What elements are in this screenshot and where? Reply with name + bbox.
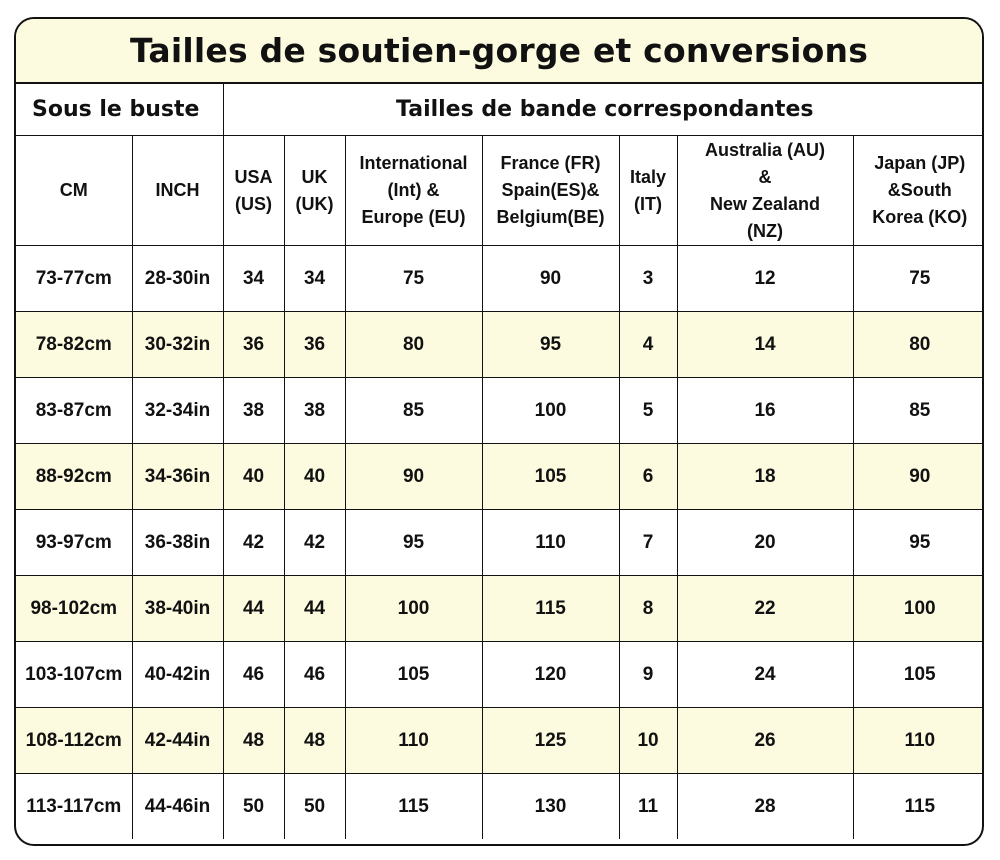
table-cell: 100 xyxy=(853,576,984,642)
table-cell: 34 xyxy=(284,246,345,312)
table-cell: 108-112cm xyxy=(16,708,132,774)
table-row xyxy=(16,708,984,774)
size-chart-card xyxy=(14,17,984,846)
table-cell: 80 xyxy=(345,312,482,378)
column-header-line: & xyxy=(758,166,772,187)
size-conversion-table xyxy=(16,84,984,839)
column-header-line: &South xyxy=(887,180,952,200)
column-header-line: INCH xyxy=(155,180,200,200)
table-cell: 48 xyxy=(284,708,345,774)
table-cell: 100 xyxy=(345,576,482,642)
table-cell: 110 xyxy=(345,708,482,774)
column-header xyxy=(619,136,677,246)
table-cell: 42 xyxy=(223,510,284,576)
table-cell: 95 xyxy=(853,510,984,576)
table-row xyxy=(16,576,984,642)
table-cell: 28 xyxy=(677,774,853,840)
column-header xyxy=(853,136,984,246)
table-row xyxy=(16,378,984,444)
table-cell: 80 xyxy=(853,312,984,378)
table-cell: 115 xyxy=(853,774,984,840)
table-cell: 50 xyxy=(284,774,345,840)
table-cell: 16 xyxy=(677,378,853,444)
table-cell: 20 xyxy=(677,510,853,576)
table-cell: 12 xyxy=(677,246,853,312)
column-header-line: Australia (AU) xyxy=(705,139,826,160)
column-header-line: (IT) xyxy=(634,193,662,214)
table-cell: 26 xyxy=(677,708,853,774)
table-cell: 105 xyxy=(853,642,984,708)
column-header-line: Italy xyxy=(630,166,667,187)
table-cell: 75 xyxy=(345,246,482,312)
table-cell: 36-38in xyxy=(132,510,223,576)
table-row xyxy=(16,312,984,378)
table-cell: 4 xyxy=(619,312,677,378)
table-cell: 6 xyxy=(619,444,677,510)
table-cell: 88-92cm xyxy=(16,444,132,510)
column-header xyxy=(132,136,223,246)
table-cell: 105 xyxy=(482,444,619,510)
column-header xyxy=(345,136,482,246)
underbust-group-header: Sous le buste xyxy=(16,84,223,136)
table-cell: 30-32in xyxy=(132,312,223,378)
table-cell: 93-97cm xyxy=(16,510,132,576)
column-header-line: Korea (KO) xyxy=(872,207,968,227)
table-cell: 90 xyxy=(853,444,984,510)
table-cell: 78-82cm xyxy=(16,312,132,378)
column-header-line: CM xyxy=(59,180,88,200)
table-cell: 11 xyxy=(619,774,677,840)
table-cell: 85 xyxy=(345,378,482,444)
table-cell: 130 xyxy=(482,774,619,840)
table-cell: 44 xyxy=(223,576,284,642)
table-cell: 38 xyxy=(284,378,345,444)
table-cell: 44 xyxy=(284,576,345,642)
table-cell: 73-77cm xyxy=(16,246,132,312)
table-cell: 42-44in xyxy=(132,708,223,774)
column-header xyxy=(284,136,345,246)
table-cell: 5 xyxy=(619,378,677,444)
table-cell: 115 xyxy=(345,774,482,840)
table-cell: 48 xyxy=(223,708,284,774)
table-cell: 36 xyxy=(284,312,345,378)
table-cell: 113-117cm xyxy=(16,774,132,840)
table-cell: 100 xyxy=(482,378,619,444)
column-header-line: (NZ) xyxy=(747,220,783,241)
table-cell: 24 xyxy=(677,642,853,708)
table-cell: 18 xyxy=(677,444,853,510)
table-cell: 46 xyxy=(223,642,284,708)
column-header-line: New Zealand xyxy=(710,193,821,214)
table-cell: 44-46in xyxy=(132,774,223,840)
column-header-line: France (FR) xyxy=(500,153,601,173)
column-header-line: (UK) xyxy=(295,193,334,214)
table-cell: 22 xyxy=(677,576,853,642)
chart-title: Tailles de soutien-gorge et conversions xyxy=(16,19,982,84)
table-cell: 34 xyxy=(223,246,284,312)
table-cell: 14 xyxy=(677,312,853,378)
table-cell: 40 xyxy=(223,444,284,510)
table-cell: 75 xyxy=(853,246,984,312)
column-header-line: Japan (JP) xyxy=(874,153,966,173)
column-header xyxy=(16,136,132,246)
table-cell: 110 xyxy=(482,510,619,576)
column-header-line: (Int) & xyxy=(387,180,440,200)
table-cell: 83-87cm xyxy=(16,378,132,444)
table-cell: 115 xyxy=(482,576,619,642)
table-cell: 36 xyxy=(223,312,284,378)
table-cell: 125 xyxy=(482,708,619,774)
table-cell: 103-107cm xyxy=(16,642,132,708)
column-header-line: UK xyxy=(301,166,328,187)
table-cell: 32-34in xyxy=(132,378,223,444)
table-cell: 95 xyxy=(482,312,619,378)
column-header xyxy=(223,136,284,246)
column-header-line: International xyxy=(359,153,468,173)
table-cell: 46 xyxy=(284,642,345,708)
column-header-line: Belgium(BE) xyxy=(496,207,605,227)
table-cell: 40 xyxy=(284,444,345,510)
table-cell: 7 xyxy=(619,510,677,576)
table-cell: 3 xyxy=(619,246,677,312)
table-cell: 10 xyxy=(619,708,677,774)
table-cell: 38 xyxy=(223,378,284,444)
table-cell: 28-30in xyxy=(132,246,223,312)
table-cell: 38-40in xyxy=(132,576,223,642)
table-cell: 34-36in xyxy=(132,444,223,510)
table-row xyxy=(16,642,984,708)
table-cell: 120 xyxy=(482,642,619,708)
table-cell: 8 xyxy=(619,576,677,642)
column-header-line: (US) xyxy=(235,193,273,214)
table-cell: 95 xyxy=(345,510,482,576)
table-row xyxy=(16,246,984,312)
table-row xyxy=(16,444,984,510)
table-cell: 42 xyxy=(284,510,345,576)
table-row xyxy=(16,774,984,840)
table-cell: 98-102cm xyxy=(16,576,132,642)
column-header-line: USA xyxy=(234,166,273,187)
table-cell: 85 xyxy=(853,378,984,444)
table-cell: 50 xyxy=(223,774,284,840)
column-header xyxy=(482,136,619,246)
column-header-line: Europe (EU) xyxy=(361,207,466,227)
table-cell: 105 xyxy=(345,642,482,708)
table-cell: 90 xyxy=(482,246,619,312)
table-row xyxy=(16,510,984,576)
band-sizes-group-header: Tailles de bande correspondantes xyxy=(223,84,984,136)
column-header xyxy=(677,136,853,246)
table-cell: 110 xyxy=(853,708,984,774)
table-cell: 9 xyxy=(619,642,677,708)
table-cell: 40-42in xyxy=(132,642,223,708)
table-cell: 90 xyxy=(345,444,482,510)
column-header-line: Spain(ES)& xyxy=(501,180,600,200)
